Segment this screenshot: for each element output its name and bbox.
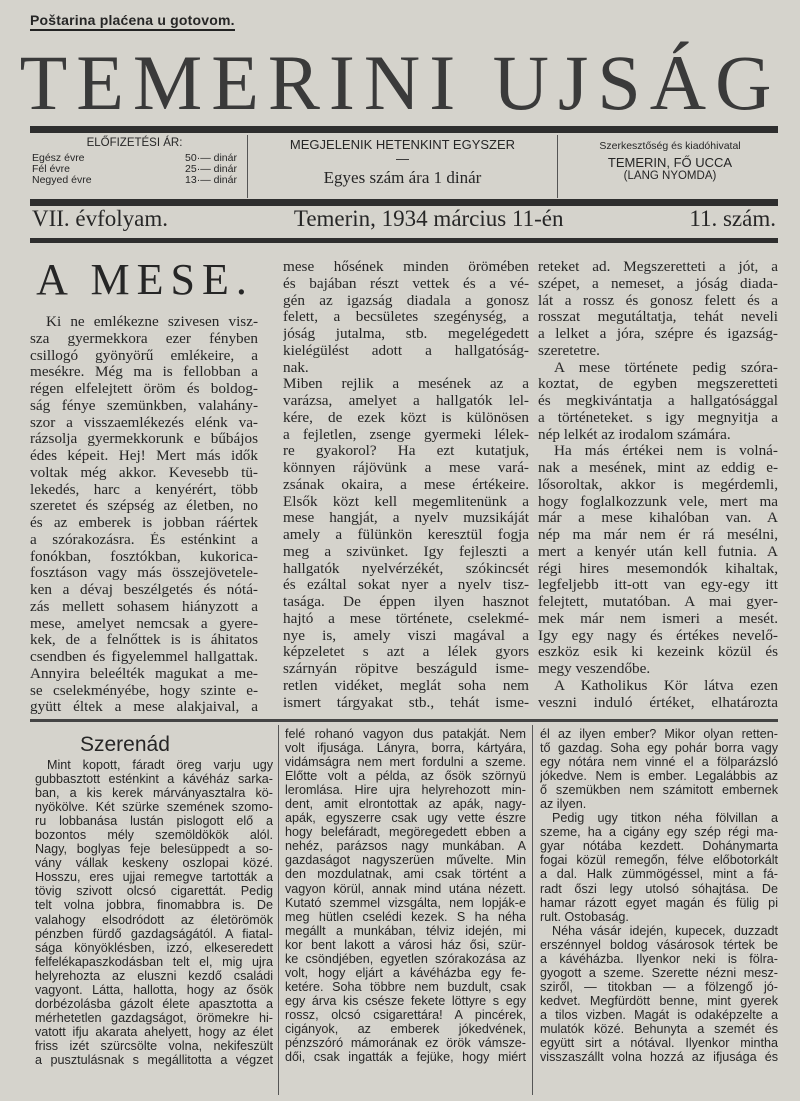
text-line: Ha más értékei nem is volná- <box>554 443 778 460</box>
text-line: és ezáltal sokat nyer a nyelv tisz- <box>283 577 529 594</box>
text-line: kedvet. Megfürdött benne, mint gyerek <box>540 993 778 1008</box>
text-line: nép lelkét az irodalom számára. <box>538 426 731 443</box>
text-line: rosszat megutáltatja, tehát neveli <box>538 309 778 326</box>
text-line: kielégülést adott a hallgatóság- <box>283 342 529 359</box>
text-line: képzeletet s azt a lélek gyors <box>283 644 529 661</box>
text-line: gazdaságot nagyszerüen művelte. Min <box>285 853 526 868</box>
text-line: bozontos mély szemöldökök alól. <box>35 828 273 843</box>
text-line: koztat, de egyben megszeretteti <box>538 376 778 393</box>
text-line: Kutató szemmel vizsgálta, nem lopják-e <box>285 895 526 910</box>
text-line: dent, amit elrontottak az apák, nagy- <box>285 797 526 812</box>
text-line: A mese története pedig szóra- <box>554 359 778 376</box>
text-line: kére, de ezek közt is különösen <box>283 409 529 426</box>
text-line: veszni induló értéket, elhatározta <box>538 694 778 711</box>
text-line: Miben rejlik a mesének az a <box>283 376 529 393</box>
text-line: radt őszi legy utolsó sóhajtása. De <box>540 881 778 896</box>
text-line: gyogott a szeme. Szerette nézni mesz- <box>540 965 778 980</box>
text-line: valahogy elsodródott az életörömök <box>35 912 273 927</box>
issue-line <box>32 206 776 232</box>
text-line: lekedés, harc a kenyérért, több <box>30 481 258 498</box>
text-line: hogy belefáradt, megöregedett ebben a <box>285 825 526 840</box>
text-line: hamar rázott egyet magán és fülig pi <box>540 895 778 910</box>
text-line: ketére. Soha többre nem buzdult, csak <box>285 979 526 994</box>
text-line: nyökölve. Két szürke szemének szomo- <box>35 800 273 815</box>
text-line: reteket ad. Megszeretteti a jót, a <box>538 259 778 275</box>
text-line: erszénnyel boldog vásárosok tértek be <box>540 937 778 952</box>
text-line: jókedve. Nem is ember. Legalábbis az <box>540 769 778 784</box>
text-line: a tilos vizben. Magát is odaképzelte a <box>540 1007 778 1022</box>
text-line: tövig szivott olcsó cigarettát. Pedig <box>35 884 273 899</box>
text-line: fosztáson vagy más összejövetele- <box>30 565 258 582</box>
text-line: a fejletlen, zsenge gyermeki lélek- <box>283 426 529 443</box>
text-line: pénzszóró mámorának ez örök vámsze- <box>285 1036 526 1051</box>
text-line: a történeteket. s igy megnyitja a <box>538 409 778 426</box>
divider-vertical <box>557 135 558 198</box>
text-line: re gyakorol? Ha ezt kutatjuk, <box>283 443 529 460</box>
text-line: tasága. De éppen ilyen hasznot <box>283 594 529 610</box>
article-column <box>540 727 778 1064</box>
text-line: ban, a kis kerek márványasztalra kö- <box>35 786 273 801</box>
text-line: ság fénye szemünkben, valahány- <box>30 397 258 414</box>
article-column <box>285 727 526 1064</box>
volume: VII. évfolyam. <box>32 206 169 231</box>
text-line: vatott ifju akarata ahelyett, hogy az élet <box>35 1024 273 1039</box>
text-line: a kávéházba. Ilyenkor neki is fölra- <box>540 951 778 966</box>
text-line: sza gyermekkora ezer fényben <box>30 330 258 347</box>
text-line: retlen vidéket, meglát soha nem <box>283 677 529 694</box>
text-line: Néha vásár idején, kupecek, duzzadt <box>552 923 778 938</box>
text-line: volt ifjusága. Lányra, borra, kártyára, <box>285 741 526 756</box>
article-title: Szerenád <box>80 733 170 756</box>
text-line: visszaszállt volna hozzá az ifjusága és <box>540 1050 778 1065</box>
price-period: Fél évre <box>32 163 70 175</box>
office-label: Szerkesztőség és kiadóhivatal <box>599 140 741 152</box>
text-line: se cselekményébe, hogy szinte e- <box>30 682 258 699</box>
text-line: pénzben fürdő gazdagságától. A fiatal- <box>35 926 273 941</box>
text-line: a dal. Halk zümmögéssel, mint a fá- <box>540 867 778 882</box>
text-line: felfelékapaszkodásban telt el, mig ujra <box>35 954 273 969</box>
subscription-heading: ELŐFIZETÉSI ÁR: <box>86 137 183 149</box>
text-line: felé rohanó vagyon dus patakját. Nem <box>285 727 526 741</box>
text-line: gubbasztott esténkint a kávéház sarka- <box>35 772 273 787</box>
text-line: rázsolja gyermekkorunk e bűbájos <box>30 431 258 448</box>
text-line: gyütt éltek a mese alakjaival, a <box>30 699 258 716</box>
text-line: vány vállak keskeny oszlopai közé. <box>35 856 273 871</box>
text-line: jóság jutalma, stb. megelégedett <box>283 326 529 342</box>
price-row <box>32 175 237 186</box>
text-line: gyar nótába kezdett. Dohánymarta <box>540 839 778 854</box>
text-line: telt volna jobbra, finomabbra is. De <box>35 898 273 913</box>
text-line: helyrehozta az eluszni kezdő családi <box>35 968 273 983</box>
text-line: szor a visszaemlékezés elénk va- <box>30 414 258 431</box>
text-line: mese, amelyet nemcsak a gyere- <box>30 615 258 632</box>
text-line: cigányok, az emberek jókedvének, <box>285 1021 526 1036</box>
text-line: volt, hogy eljárt a kávéházba egy fe- <box>285 965 526 980</box>
text-line: kek, de a felnőttek is is áhitatos <box>30 632 258 649</box>
text-line: ken a dévaj beszélgetés és nótá- <box>30 582 258 598</box>
text-line: mert a kenyér után kell futnia. A <box>538 543 778 560</box>
text-line: fonókban, fosztókban, kukorica- <box>30 548 258 565</box>
text-line: egy árva kis csésze fekete löttyre s egy <box>285 993 526 1008</box>
text-line: rossz, olcsó csigarettára! A pincérek, <box>285 1007 526 1022</box>
subscription-prices <box>32 137 237 186</box>
text-line: vidámságra nem mert fordulni a szeme. <box>285 755 526 770</box>
text-line: fogai közül remegőn, félve előbotorkált <box>540 853 778 868</box>
text-line: Elsők közt kell megemlitenünk a <box>283 493 529 510</box>
text-line: és az emberek is jobban ráértek <box>30 515 258 531</box>
frequency-dash: — <box>396 151 409 166</box>
text-line: varázsa, amelyet a hallgatók lel- <box>283 393 529 409</box>
divider-rule <box>30 199 778 206</box>
text-line: nehéz, parázsos nagy munkában. A <box>285 839 526 854</box>
text-line: felejtett, mutatóban. A mai gyer- <box>538 594 778 610</box>
price-period: Negyed évre <box>32 174 92 186</box>
text-line: már a mese kihalóban van. A <box>538 510 778 527</box>
text-line: szeme, ha a cigány egy szép régi ma- <box>540 825 778 840</box>
text-line: mesékre. Még ma is fellobban a <box>30 364 258 381</box>
text-line: Igy egy nagy és értékes nevelő- <box>538 627 778 644</box>
frequency-text: MEGJELENIK HETENKINT EGYSZER <box>289 137 516 152</box>
article-column <box>538 259 778 711</box>
divider-vertical <box>247 135 248 198</box>
text-line: ke csöndjében, egyetlen szórakozása az <box>285 951 526 966</box>
text-line: dorbézolásba gázolt élete apasztotta a <box>35 996 273 1011</box>
text-line: egy nótára nem vinné el a fölparázsló <box>540 755 778 770</box>
article-column <box>283 259 529 711</box>
text-line: mérhetetlen gazdagságot, örömekre hi- <box>35 1010 273 1025</box>
text-line: és megkivántatja a hallgatósággal <box>538 393 778 409</box>
text-line: megy veszendőbe. <box>538 661 651 677</box>
text-line: vagyont. Látta, hallotta, hogy az ősök <box>35 982 273 997</box>
divider-vertical <box>532 725 533 1095</box>
text-line: rult. Ostobaság. <box>540 909 629 924</box>
text-line: mulatók közé. Behunyta a szemét és <box>540 1021 778 1036</box>
text-line: Annyira beleélték magukat a me- <box>30 665 258 682</box>
text-line: hallgatók nyelvérzékét, szókincsét <box>283 560 529 577</box>
newspaper-masthead: TEMERINI UJSÁG <box>19 39 781 126</box>
text-line: Nagy, boglyas feje belesüppedt a so- <box>35 842 273 857</box>
text-line: eszköz esik ki kezeink közül és <box>538 644 778 661</box>
divider-vertical <box>278 725 279 1095</box>
article-column <box>30 314 258 716</box>
text-line: friss izét szürcsölte volna, nekifeszült <box>35 1038 273 1053</box>
text-line: nép ma már nem ér rá mesélni, <box>538 527 778 543</box>
text-line: tő gazdag. Soha egy pohár borra vagy <box>540 741 778 756</box>
text-line: amely a fülünkön keresztül fogja <box>283 527 529 543</box>
price-value: 25·— dinár <box>185 163 237 175</box>
text-line: szeretetre. <box>538 342 600 359</box>
text-line: sága könyöklésben, izzó, elkeseredett <box>35 940 273 955</box>
editorial-office <box>560 140 780 182</box>
text-line: nak. <box>283 359 309 376</box>
text-line: hogy foglalkozzunk vele, mert ma <box>538 493 778 510</box>
office-printer: (LANG NYOMDA) <box>623 170 717 182</box>
text-line: hajtó a mese története, cselekmé- <box>283 610 529 627</box>
text-line: és bajában részt vettek és a vé- <box>283 275 529 292</box>
text-line: csillogó gyönyörű emlékeire, a <box>30 347 258 364</box>
text-line: zás mellett sohasem hiányzott a <box>30 598 258 615</box>
text-line: Előtte volt a példa, az ősök szörnyü <box>285 769 526 784</box>
issue-number: 11. szám. <box>689 206 776 231</box>
text-line: szeretet és szépség az életben, no <box>30 498 258 515</box>
text-line: leromlása. Hire ujra helyrehozott min- <box>285 783 526 798</box>
text-line: a lelket a jóra, szépre és igazság- <box>538 326 778 342</box>
text-line: nye is, amely viszi magával a <box>283 627 529 644</box>
text-line: Pedig ugy titkon néha fölvillan a <box>552 811 778 826</box>
text-line: den mozdulatnak, ami csak történt a <box>285 867 526 882</box>
text-line: mese hősének minden örömében <box>283 259 529 275</box>
price-value: 50·— dinár <box>185 152 237 164</box>
text-line: Ki ne emlékezne szivesen visz- <box>46 314 258 330</box>
text-line: ismert tárgyakat stb., tehát isme- <box>283 694 529 711</box>
text-line: a szórakozásra. És esténkint a <box>30 531 258 548</box>
text-line: szépet, a nemeset, a jóság diada- <box>538 275 778 292</box>
text-line: Mint kopott, fáradt öreg varju ugy <box>47 758 273 772</box>
divider-rule <box>30 719 778 722</box>
text-line: meg hütlen cselédi kezek. S ha néha <box>285 909 526 924</box>
text-line: sziről, — titokban — a fölzengő jó- <box>540 979 778 994</box>
single-copy-price: Egyes szám ára 1 dinár <box>323 168 482 187</box>
text-line: az ilyen. <box>540 797 587 812</box>
text-line: ő szemükben nem számitott embernek <box>540 783 778 798</box>
text-line: könnyen rájövünk a mese vará- <box>283 460 529 476</box>
divider-rule <box>30 126 778 133</box>
divider-rule <box>30 238 778 243</box>
text-line: él az ilyen ember? Mikor olyan retten- <box>540 727 778 741</box>
text-line: zsának okaira, a mese értékeire. <box>283 476 529 493</box>
text-line: mese hangját, a nyelv muzsikáját <box>283 510 529 527</box>
dateline: Temerin, 1934 március 11-én <box>293 206 564 231</box>
text-line: ru lobbanása lustán pislogott elő a <box>35 814 273 829</box>
text-line: apák, egyszerre csak ugy vette észre <box>285 811 526 826</box>
price-value: 13·— dinár <box>185 174 237 186</box>
text-line: meg a szivünket. Igy fejleszti a <box>283 543 529 560</box>
text-line: A Katholikus Kör látva ezen <box>554 677 778 694</box>
text-line: lősoroltak, akkor is megérdemli, <box>538 476 778 493</box>
text-line: felett, a becsületes szegénység, a <box>283 309 529 326</box>
text-line: megállt a munkában, télviz idején, mi <box>285 923 526 938</box>
text-line: szárnyán röpitve beszáguld isme- <box>283 661 529 677</box>
publication-info <box>250 137 555 188</box>
text-line: vagyon körül, annak mind utána nézett. <box>285 881 526 896</box>
text-line: régi hires mesemondók kihaltak, <box>538 560 778 577</box>
article-title: A MESE. <box>36 255 254 304</box>
text-line: mek már nem ismeri a mesét. <box>538 610 778 627</box>
article-column <box>35 758 273 1067</box>
text-line: voltak még akkor. Kevesebb tü- <box>30 464 258 481</box>
text-line: együtt sirt a nótával. Ilyenkor mintha <box>540 1036 778 1051</box>
text-line: legfeljebb itt-ott van egy-egy itt <box>538 577 778 594</box>
text-line: régen elfelejtett öröm és boldog- <box>30 381 258 397</box>
text-line: édes képeit. Hej! Mert más idők <box>30 448 258 464</box>
text-line: csendben és figyelemmel hallgattak. <box>30 649 258 665</box>
office-address: TEMERIN, FŐ UCCA <box>607 155 733 170</box>
text-line: a pusztulásnak s megállitotta a végzet <box>35 1052 273 1067</box>
text-line: dői, csak ingatták a fejüke, hogy miért <box>285 1050 526 1065</box>
text-line: gén az igazság diadala a gonosz <box>283 292 529 309</box>
text-line: nak a mesének, mint az eddig e- <box>538 460 778 476</box>
price-period: Egész évre <box>32 152 85 164</box>
postage-note: Poštarina plaćena u gotovom. <box>30 12 235 31</box>
text-line: Hosszu, eres ujjai remegve tartották a <box>35 870 273 885</box>
text-line: lát a rossz és gonosz felett és a <box>538 292 778 309</box>
text-line: kor bent lakott a városi ház ősi, szür- <box>285 937 526 952</box>
